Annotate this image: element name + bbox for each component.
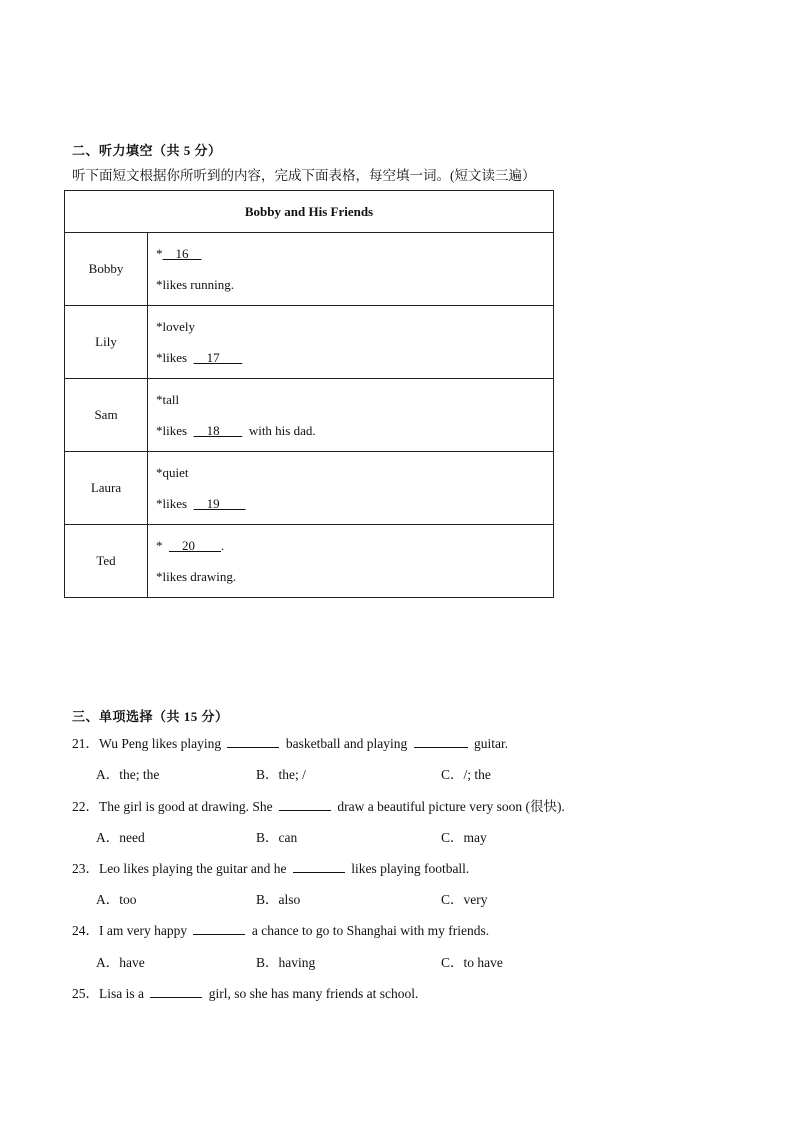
- row-text: *likes drawing.: [156, 569, 237, 584]
- question-number: 24．: [72, 923, 99, 938]
- question-text: girl, so she has many friends at school.: [208, 986, 419, 1001]
- table-row: [65, 379, 554, 452]
- question-24: [72, 919, 489, 939]
- row-name: Laura: [65, 452, 148, 525]
- answer-blank-18[interactable]: 18: [193, 423, 243, 438]
- row-text: with his dad.: [242, 423, 316, 438]
- row-name: Ted: [65, 525, 148, 598]
- question-text: guitar.: [474, 736, 509, 751]
- listening-table: [64, 190, 554, 598]
- row-name: Bobby: [65, 233, 148, 306]
- question-number: 21．: [72, 736, 99, 751]
- question-text: basketball and playing: [285, 736, 408, 751]
- row-detail: [148, 525, 554, 598]
- table-row: [65, 452, 554, 525]
- answer-blank[interactable]: [414, 735, 468, 748]
- question-text: likes playing football.: [351, 861, 470, 876]
- row-text: *quiet: [156, 465, 189, 480]
- answer-blank-17[interactable]: 17: [193, 350, 243, 365]
- question-text: I am very happy: [99, 923, 188, 938]
- row-text: *: [156, 246, 163, 261]
- row-detail: [148, 379, 554, 452]
- question-text: a chance to go to Shanghai with my friends.: [251, 923, 490, 938]
- row-text: *: [156, 538, 169, 553]
- table-row: [65, 306, 554, 379]
- question-number: 25．: [72, 986, 99, 1001]
- row-detail: [148, 452, 554, 525]
- row-text: *tall: [156, 392, 180, 407]
- section2-title: 二、听力填空（共 5 分）: [72, 143, 222, 158]
- question-text: The girl is good at drawing. She: [99, 799, 273, 814]
- option-c[interactable]: C．may: [441, 830, 487, 845]
- table-title: Bobby and His Friends: [65, 191, 554, 233]
- question-text: Leo likes playing the guitar and he: [99, 861, 287, 876]
- section3-title: 三、单项选择（共 15 分）: [72, 709, 229, 724]
- option-b[interactable]: B．having: [256, 955, 316, 970]
- answer-blank[interactable]: [293, 860, 345, 873]
- row-text: *likes: [156, 496, 194, 511]
- table-row: [65, 233, 554, 306]
- question-text: Lisa is a: [99, 986, 144, 1001]
- answer-blank-20[interactable]: 20: [169, 538, 221, 553]
- option-a[interactable]: A．need: [96, 830, 145, 845]
- option-c[interactable]: C．to have: [441, 955, 503, 970]
- option-b[interactable]: B．can: [256, 830, 298, 845]
- question-23: [72, 857, 469, 877]
- question-number: 22．: [72, 799, 99, 814]
- table-row: [65, 525, 554, 598]
- answer-blank[interactable]: [279, 798, 331, 811]
- question-text: Wu Peng likes playing: [99, 736, 222, 751]
- row-text: *likes: [156, 350, 194, 365]
- option-b[interactable]: B．also: [256, 892, 301, 907]
- option-a[interactable]: A．the; the: [96, 767, 160, 782]
- row-text: .: [221, 538, 225, 553]
- answer-blank[interactable]: [193, 922, 245, 935]
- row-detail: [148, 233, 554, 306]
- question-25: [72, 982, 418, 1002]
- question-21: [72, 732, 508, 752]
- section2-instruction: 听下面短文根据你所听到的内容，完成下面表格，每空填一词。(短文读三遍）: [72, 168, 536, 183]
- row-name: Lily: [65, 306, 148, 379]
- answer-blank[interactable]: [150, 985, 202, 998]
- row-name: Sam: [65, 379, 148, 452]
- row-text: *likes running.: [156, 277, 234, 292]
- answer-blank-16[interactable]: 16: [162, 246, 202, 261]
- question-text: draw a beautiful picture very soon (很快).: [337, 799, 565, 814]
- row-text: *lovely: [156, 319, 195, 334]
- row-detail: [148, 306, 554, 379]
- question-number: 23．: [72, 861, 99, 876]
- option-b[interactable]: B．the; /: [256, 767, 306, 782]
- option-a[interactable]: A．too: [96, 892, 137, 907]
- option-c[interactable]: C．/; the: [441, 767, 491, 782]
- row-text: *likes: [156, 423, 194, 438]
- option-c[interactable]: C．very: [441, 892, 488, 907]
- answer-blank[interactable]: [227, 735, 279, 748]
- answer-blank-19[interactable]: 19: [193, 496, 246, 511]
- question-22: [72, 795, 565, 815]
- option-a[interactable]: A．have: [96, 955, 145, 970]
